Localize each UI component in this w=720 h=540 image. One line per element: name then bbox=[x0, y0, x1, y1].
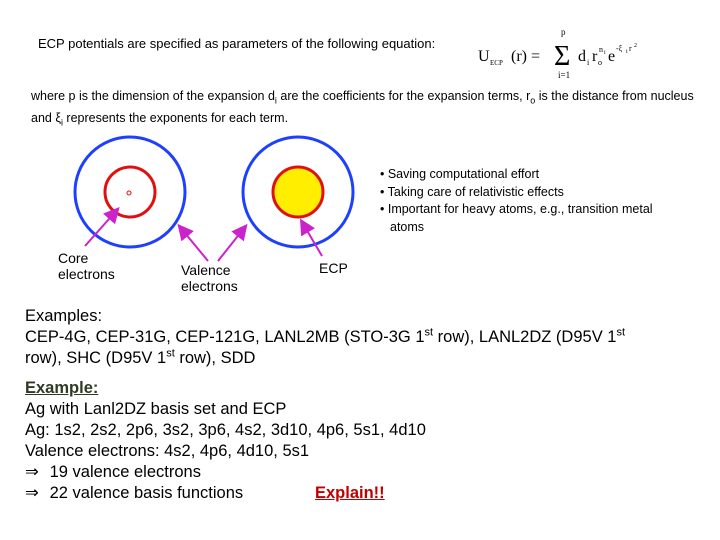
implies-arrow-icon: ⇒ bbox=[25, 484, 39, 502]
eq-exp-sup-sub: i bbox=[626, 49, 628, 55]
eq-exp-sup-tail: r bbox=[629, 44, 632, 53]
eq-coeff-sub: i bbox=[587, 58, 590, 67]
explain-link: Explain!! bbox=[315, 484, 385, 502]
examples-text-c: row), SHC (D95V 1 bbox=[25, 349, 167, 367]
ag-example-line-1: Ag with Lanl2DZ basis set and ECP bbox=[25, 400, 287, 418]
bullet-2: • Taking care of relativistic effects bbox=[380, 184, 564, 199]
ag-example-line-5 bbox=[25, 483, 715, 504]
eq-exp-sup: -ξ bbox=[616, 44, 623, 53]
arrow-valence-right bbox=[218, 227, 245, 261]
eq-sum-bottom: i=1 bbox=[558, 70, 571, 80]
benefits-list bbox=[380, 166, 710, 236]
bullet-3: • Important for heavy atoms, e.g., transition metal bbox=[380, 202, 653, 216]
ecp-equation bbox=[474, 24, 684, 82]
examples-text-a: CEP-4G, CEP-31G, CEP-121G, LANL2MB (STO-3G 1 bbox=[25, 328, 425, 346]
core-label bbox=[58, 250, 115, 282]
valence-count-text: 19 valence electrons bbox=[49, 463, 201, 481]
atom-diagram bbox=[40, 130, 370, 300]
eq-coeff: d bbox=[578, 48, 586, 65]
eq-lhs: U bbox=[478, 48, 490, 65]
valence-label-line2: electrons bbox=[181, 278, 238, 294]
eq-exp: e bbox=[608, 48, 616, 65]
def-sub3: i bbox=[60, 117, 63, 127]
examples-sup-2: st bbox=[616, 326, 626, 339]
eq-var-sup-sub: i bbox=[604, 50, 606, 56]
examples-line-1 bbox=[25, 327, 715, 348]
ag-example-section bbox=[25, 378, 715, 504]
ag-example-heading: Example: bbox=[25, 379, 99, 397]
def-part4: represents the exponents for each term. bbox=[62, 110, 289, 125]
eq-lhs-sub: ECP bbox=[490, 59, 503, 67]
eq-var-sub: o bbox=[598, 58, 602, 67]
arrow-valence-left bbox=[180, 227, 208, 261]
eq-sum-top: p bbox=[561, 27, 566, 37]
inner-ring-left bbox=[105, 167, 155, 217]
eq-var: r bbox=[592, 48, 598, 65]
examples-sup-1: st bbox=[424, 326, 434, 339]
ag-example-line-4 bbox=[25, 462, 715, 483]
valence-label bbox=[181, 262, 238, 294]
examples-text-d: row), SDD bbox=[174, 349, 256, 367]
intro-text: ECP potentials are specified as parameters of the following equation: bbox=[38, 36, 436, 51]
nucleus-dot bbox=[127, 191, 131, 195]
examples-title: Examples: bbox=[25, 307, 103, 325]
basis-count-text: 22 valence basis functions bbox=[49, 484, 244, 502]
arrow-ecp bbox=[302, 222, 322, 256]
valence-label-line1: Valence bbox=[181, 262, 231, 278]
eq-exp-sup-tail2: 2 bbox=[634, 43, 637, 49]
examples-line-2 bbox=[25, 348, 715, 369]
implies-arrow-icon: ⇒ bbox=[25, 463, 39, 481]
ecp-label: ECP bbox=[319, 260, 348, 276]
ecp-core bbox=[273, 167, 323, 217]
eq-var-sup: n bbox=[599, 45, 603, 54]
examples-text-b: row), LANL2DZ (D95V 1 bbox=[433, 328, 617, 346]
bullet-3-continued: atoms bbox=[390, 219, 425, 234]
ag-example-line-2: Ag: 1s2, 2s2, 2p6, 3s2, 3p6, 4s2, 3d10, 4p6, 5s1, 4d10 bbox=[25, 421, 426, 439]
outer-ring-left bbox=[75, 137, 185, 247]
ag-example-line-3: Valence electrons: 4s2, 4p6, 4d10, 5s1 bbox=[25, 442, 310, 460]
core-label-line2: electrons bbox=[58, 266, 115, 282]
def-part1: where p is the dimension of the expansion d bbox=[31, 89, 275, 103]
def-part3: is the distance from nucleus and ξ bbox=[31, 89, 694, 125]
core-label-line1: Core bbox=[58, 250, 89, 266]
bullet-1: • Saving computational effort bbox=[380, 167, 540, 181]
examples-section bbox=[25, 306, 715, 369]
def-sub1: i bbox=[274, 95, 277, 106]
def-part2: are the coefficients for the expansion terms, r bbox=[276, 89, 531, 103]
def-sub2: o bbox=[530, 95, 536, 106]
definition-text bbox=[31, 88, 701, 131]
examples-sup-3: st bbox=[166, 347, 175, 360]
eq-sum-symbol: Σ bbox=[554, 41, 571, 72]
eq-paren: (r) = bbox=[511, 48, 541, 65]
